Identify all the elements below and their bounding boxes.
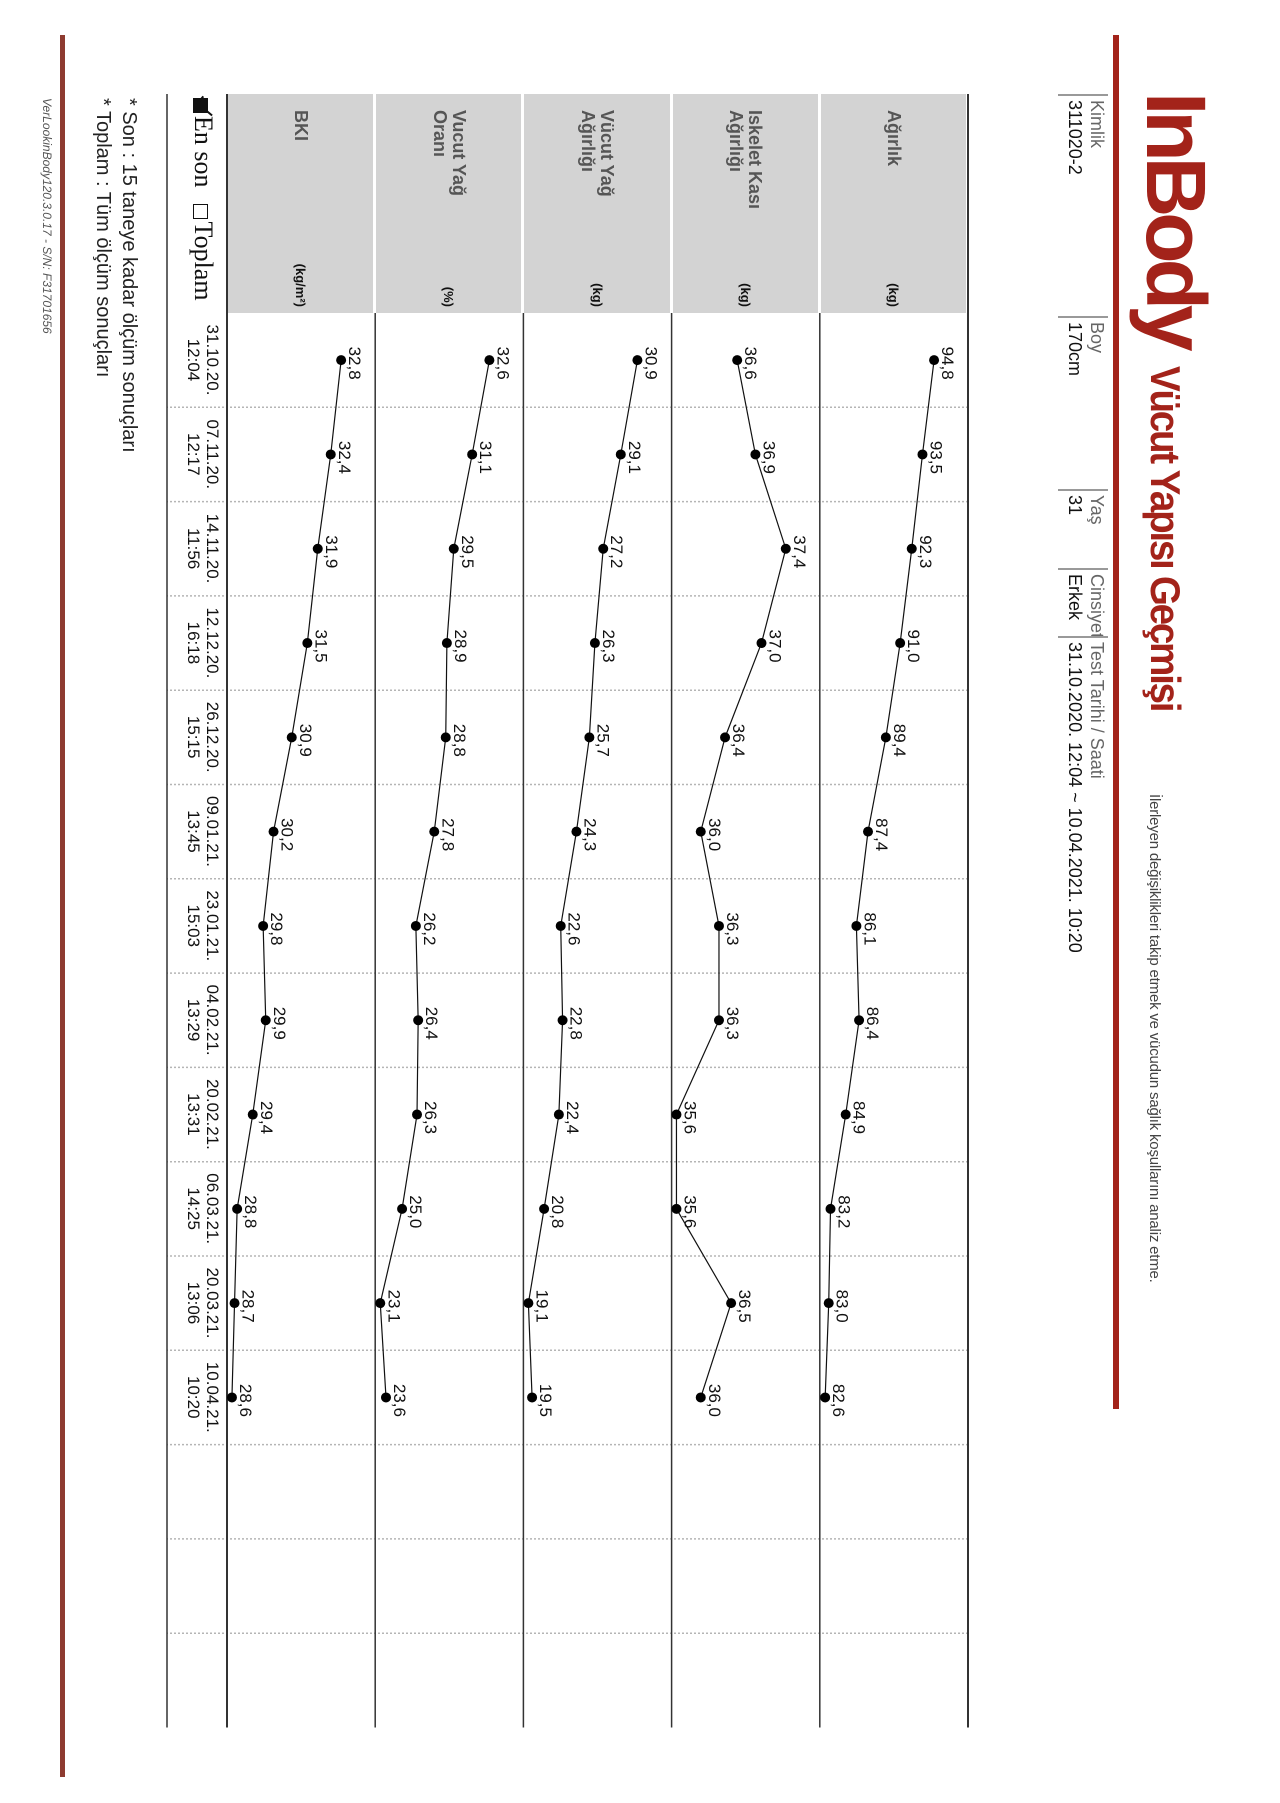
date-day: 20.03.21. bbox=[203, 1267, 222, 1339]
data-label: 36,5 bbox=[735, 1289, 755, 1323]
date-time: 15:15 bbox=[184, 715, 203, 759]
date-day: 06.03.21. bbox=[203, 1173, 222, 1245]
data-label: 19,1 bbox=[532, 1289, 552, 1323]
date-time: 12:04 bbox=[184, 338, 203, 382]
data-label: 29,4 bbox=[256, 1101, 276, 1135]
data-label: 89,4 bbox=[889, 723, 909, 757]
row-header-label: Iskelet Kası Ağırlığı bbox=[726, 110, 766, 210]
data-label: 36,0 bbox=[704, 818, 724, 852]
info-label: Yaş bbox=[1087, 495, 1107, 525]
data-label: 84,9 bbox=[849, 1101, 869, 1135]
data-label: 32,8 bbox=[345, 346, 365, 380]
date-time: 15:03 bbox=[184, 904, 203, 948]
date-day: 23.01.21. bbox=[203, 890, 222, 962]
data-label: 25,7 bbox=[593, 723, 613, 757]
row-header-unit: (kg) bbox=[885, 283, 901, 307]
latest-label: En son bbox=[189, 116, 218, 188]
footnote-latest: * Son : 15 taneye kadar ölçüm sonuçları bbox=[118, 98, 140, 453]
data-label: 28,6 bbox=[235, 1383, 255, 1417]
data-label: 36,0 bbox=[704, 1383, 724, 1417]
date-time: 13:29 bbox=[184, 998, 203, 1042]
info-label: Boy bbox=[1087, 322, 1107, 354]
data-label: 22,8 bbox=[566, 1006, 586, 1040]
date-time: 16:18 bbox=[184, 621, 203, 665]
data-label: 28,8 bbox=[449, 723, 469, 757]
data-label: 27,8 bbox=[438, 818, 458, 852]
date-day: 10.04.21. bbox=[203, 1361, 222, 1433]
data-label: 87,4 bbox=[872, 818, 892, 852]
info-value: 31 bbox=[1065, 495, 1085, 516]
data-label: 28,9 bbox=[450, 629, 470, 663]
date-day: 26.12.20. bbox=[203, 701, 222, 773]
date-time: 11:56 bbox=[184, 527, 203, 570]
latest-option[interactable] bbox=[188, 98, 218, 188]
total-checkbox[interactable] bbox=[193, 204, 208, 219]
data-label: 26,3 bbox=[421, 1101, 441, 1135]
data-label: 35,6 bbox=[680, 1195, 700, 1229]
data-label: 19,5 bbox=[536, 1383, 556, 1417]
row-header-label: Vücut Yağ Ağırlığı bbox=[578, 110, 618, 197]
row-header-label: Vucut Yağ Oranı bbox=[429, 110, 469, 197]
total-option[interactable] bbox=[188, 204, 218, 301]
data-label: 28,7 bbox=[238, 1289, 258, 1323]
data-label: 37,4 bbox=[789, 535, 809, 569]
date-day: 14.11.20. bbox=[203, 513, 222, 584]
data-label: 30,2 bbox=[277, 818, 297, 852]
date-day: 07.11.20. bbox=[203, 419, 222, 490]
data-label: 26,3 bbox=[598, 629, 618, 663]
data-label: 30,9 bbox=[641, 346, 661, 380]
row-header-unit: (kg/m²) bbox=[293, 263, 309, 307]
info-value: 311020-2 bbox=[1065, 100, 1085, 175]
data-label: 36,4 bbox=[729, 723, 749, 757]
date-day: 09.01.21. bbox=[203, 796, 222, 867]
data-label: 83,0 bbox=[832, 1289, 852, 1323]
date-time: 13:06 bbox=[184, 1281, 203, 1325]
data-label: 29,5 bbox=[457, 535, 477, 569]
date-time: 14:25 bbox=[184, 1187, 203, 1230]
info-value: Erkek bbox=[1065, 574, 1085, 621]
data-label: 83,2 bbox=[834, 1195, 854, 1229]
data-label: 23,1 bbox=[384, 1289, 404, 1323]
date-time: 12:17 bbox=[184, 433, 203, 476]
date-day: 04.02.21. bbox=[203, 984, 222, 1056]
info-label: Test Tarihi / Saati bbox=[1087, 642, 1107, 779]
info-label: Cinsiyet bbox=[1087, 574, 1107, 639]
version-text: VerLookinBody120.3.0.17 - S/N: F31701656 bbox=[40, 98, 54, 334]
range-filter bbox=[188, 98, 218, 301]
row-header-unit: (%) bbox=[441, 286, 457, 307]
data-label: 29,9 bbox=[269, 1006, 289, 1040]
date-day: 20.02.21. bbox=[203, 1078, 222, 1150]
inbody-logo: InBody bbox=[1129, 92, 1223, 347]
data-label: 31,5 bbox=[311, 629, 331, 663]
data-label: 36,9 bbox=[759, 440, 779, 474]
footnote-total: * Toplam : Tüm ölçüm sonuçları bbox=[92, 98, 114, 378]
data-label: 26,2 bbox=[419, 912, 439, 946]
row-header-label: Ağırlık bbox=[883, 110, 904, 167]
data-label: 94,8 bbox=[938, 346, 958, 380]
data-label: 31,1 bbox=[476, 440, 496, 474]
data-label: 23,6 bbox=[389, 1383, 409, 1417]
report-subtitle: İlerleyen değişiklikleri takip etmek ve vücudun sağlık koşullarını analiz etme. bbox=[1146, 794, 1163, 1283]
total-label: Toplam bbox=[189, 221, 218, 301]
footer-divider bbox=[60, 35, 65, 1777]
data-label: 91,0 bbox=[904, 629, 924, 663]
data-label: 26,4 bbox=[422, 1006, 442, 1040]
data-label: 93,5 bbox=[926, 440, 946, 474]
data-label: 36,6 bbox=[741, 346, 761, 380]
data-label: 32,4 bbox=[334, 440, 354, 474]
date-time: 10:20 bbox=[184, 1376, 203, 1419]
data-label: 86,1 bbox=[860, 912, 880, 946]
data-label: 36,3 bbox=[722, 912, 742, 946]
data-label: 32,6 bbox=[493, 346, 513, 380]
data-label: 22,4 bbox=[562, 1101, 582, 1135]
row-header-unit: (kg) bbox=[737, 283, 753, 307]
info-value: 170cm bbox=[1065, 322, 1085, 377]
date-day: 12.12.20. bbox=[203, 607, 222, 679]
data-label: 20,8 bbox=[548, 1195, 568, 1229]
data-label: 35,6 bbox=[680, 1101, 700, 1135]
latest-checkbox[interactable] bbox=[193, 98, 208, 113]
data-label: 30,9 bbox=[295, 723, 315, 757]
data-label: 28,8 bbox=[241, 1195, 261, 1229]
info-value: 31.10.2020. 12:04 ~ 10.04.2021. 10:20 bbox=[1065, 642, 1085, 953]
info-label: Kimlik bbox=[1087, 100, 1107, 148]
date-time: 13:31 bbox=[184, 1093, 203, 1136]
data-label: 27,2 bbox=[607, 535, 627, 569]
row-header-label: BKI bbox=[291, 110, 312, 141]
date-time: 13:45 bbox=[184, 810, 203, 853]
row-header-unit: (kg) bbox=[589, 283, 605, 307]
data-label: 29,1 bbox=[624, 440, 644, 474]
data-label: 31,9 bbox=[321, 535, 341, 569]
data-label: 37,0 bbox=[765, 629, 785, 663]
data-label: 24,3 bbox=[580, 818, 600, 852]
report-title: Vücut Yapısı Geçmişi bbox=[1142, 366, 1189, 711]
date-day: 31.10.20. bbox=[203, 324, 222, 396]
data-label: 82,6 bbox=[829, 1383, 849, 1417]
data-label: 25,0 bbox=[406, 1195, 426, 1229]
data-label: 86,4 bbox=[863, 1006, 883, 1040]
data-label: 36,3 bbox=[722, 1006, 742, 1040]
data-label: 29,8 bbox=[267, 912, 287, 946]
data-label: 92,3 bbox=[915, 535, 935, 569]
data-label: 22,6 bbox=[564, 912, 584, 946]
